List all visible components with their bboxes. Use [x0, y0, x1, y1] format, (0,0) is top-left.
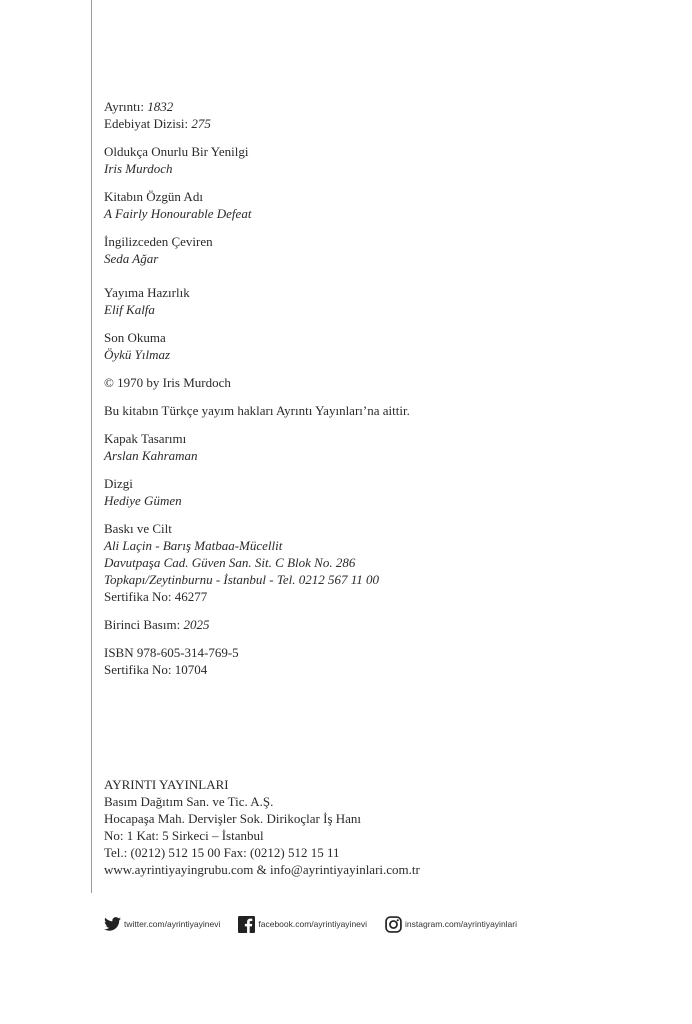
edition-year: 2025: [183, 617, 210, 632]
proofreader-label: Son Okuma: [104, 330, 166, 345]
twitter-link[interactable]: twitter.com/ayrintiyayinevi: [124, 919, 221, 929]
social-instagram[interactable]: [385, 916, 517, 933]
cover-block: [104, 430, 664, 464]
publisher-address-2: No: 1 Kat: 5 Sirkeci – İstanbul: [104, 828, 264, 843]
publisher-info: [104, 776, 420, 878]
series-label: Ayrıntı:: [104, 99, 148, 114]
subseries-number: 275: [191, 116, 211, 131]
translator-block: [104, 233, 664, 267]
rights-block: [104, 402, 664, 419]
printing-block: [104, 520, 664, 605]
instagram-icon: [385, 916, 402, 933]
translator-name: Seda Ağar: [104, 251, 159, 266]
edition-line: [104, 616, 664, 633]
publisher-web: www.ayrintiyayingrubu.com & info@ayrintiyayinlari.com.tr: [104, 862, 420, 877]
proofreader-block: [104, 329, 664, 363]
book-author: Iris Murdoch: [104, 161, 173, 176]
editor-block: [104, 284, 664, 318]
publisher-address: Hocapaşa Mah. Dervişler Sok. Dirikoçlar İş Hanı: [104, 811, 362, 826]
typesetting-block: [104, 475, 664, 509]
edition-block: [104, 616, 664, 633]
subseries-line: [104, 115, 664, 132]
printer-name: Ali Laçin - Barış Matbaa-Mücellit: [104, 538, 283, 553]
facebook-icon: [238, 916, 255, 933]
original-title-label: Kitabın Özgün Adı: [104, 189, 203, 204]
printer-address: Davutpaşa Cad. Güven San. Sit. C Blok No. 286: [104, 555, 356, 570]
original-title: A Fairly Honourable Defeat: [104, 206, 252, 221]
printer-certificate: Sertifika No: 46277: [104, 589, 208, 604]
title-block: [104, 143, 664, 177]
printer-city-phone: Topkapı/Zeytinburnu - İstanbul - Tel. 0212 567 11 00: [104, 572, 380, 587]
proofreader-name: Öykü Yılmaz: [104, 347, 171, 362]
subseries-label: Edebiyat Dizisi:: [104, 116, 192, 131]
isbn: ISBN 978-605-314-769-5: [104, 645, 239, 660]
typesetter-name: Hediye Gümen: [104, 493, 182, 508]
editor-name: Elif Kalfa: [104, 302, 155, 317]
series-info: [104, 98, 664, 132]
series-line: [104, 98, 664, 115]
cover-designer: Arslan Kahraman: [104, 448, 198, 463]
rights-notice: Bu kitabın Türkçe yayım hakları Ayrıntı Yayınları’na aittir.: [104, 403, 410, 418]
social-facebook[interactable]: [238, 916, 367, 933]
publisher-company: Basım Dağıtım San. ve Tic. A.Ş.: [104, 794, 274, 809]
copyright-block: [104, 374, 664, 391]
publisher-phone: Tel.: (0212) 512 15 00 Fax: (0212) 512 15 11: [104, 845, 340, 860]
cover-label: Kapak Tasarımı: [104, 431, 187, 446]
series-number: 1832: [147, 99, 174, 114]
printing-label: Baskı ve Cilt: [104, 521, 172, 536]
facebook-link[interactable]: facebook.com/ayrintiyayinevi: [258, 919, 368, 929]
editor-label: Yayıma Hazırlık: [104, 285, 190, 300]
margin-rule: [91, 0, 92, 893]
colophon: [104, 98, 664, 689]
publisher-certificate: Sertifika No: 10704: [104, 662, 208, 677]
typesetting-label: Dizgi: [104, 476, 133, 491]
twitter-icon: [104, 917, 121, 931]
isbn-block: [104, 644, 664, 678]
translator-label: İngilizceden Çeviren: [104, 234, 213, 249]
original-title-block: [104, 188, 664, 222]
social-twitter[interactable]: [104, 917, 220, 931]
copyright-notice: © 1970 by Iris Murdoch: [104, 375, 231, 390]
edition-label: Birinci Basım:: [104, 617, 184, 632]
instagram-link[interactable]: instagram.com/ayrintiyayinlari: [405, 919, 517, 929]
book-title: Oldukça Onurlu Bir Yenilgi: [104, 144, 249, 159]
publisher-name: AYRINTI YAYINLARI: [104, 777, 229, 792]
social-links: [104, 914, 535, 934]
